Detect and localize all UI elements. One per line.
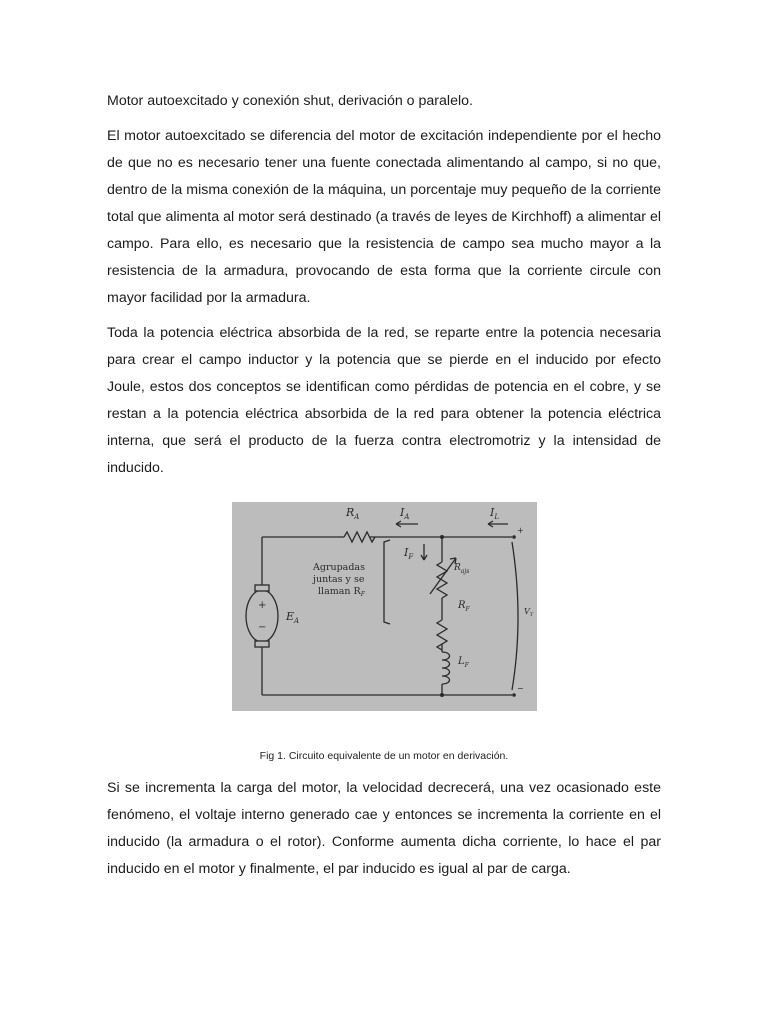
group-label-line2: juntas y se <box>313 574 365 585</box>
paragraph-2: Toda la potencia eléctrica absorbida de la red, se reparte entre la potencia necesaria para crear el campo inductor y la potencia que se pierde en el inducido por efecto Joule, estos dos conceptos se identifican como pérdidas de potencia en el cobre, y se restan a la potencia eléctrica absorbida de la red para obtener la potencia eléctrica interna, que será el producto de la fuerza contra electromotriz y la intensidad de inducido. <box>107 325 661 476</box>
adjustable-resistor <box>437 562 447 598</box>
brush-top <box>255 585 269 591</box>
shunt-motor-circuit-diagram <box>232 502 537 711</box>
ia-arrow <box>396 521 418 527</box>
paragraph-1: El motor autoexcitado se diferencia del motor de excitación independiente por el hecho de que no es necesario tener una fuente conectada alimentando al campo, si no que, dentro de la misma conexión de la máquina, un porcentaje muy pequeño de la corriente total que alimenta al motor será destinado (a través de leyes de Kirchhoff) a alimentar el campo. Para ello, es necesario que la resistencia de campo sea mucho mayor a la resistencia de la armadura, provocando de esta forma que la corriente circule con mayor facilidad por la armadura. <box>107 128 661 306</box>
group-label-line1: Agrupadas <box>313 562 365 573</box>
node-top <box>440 535 444 539</box>
field-inductor <box>442 652 450 684</box>
terminal-bottom <box>512 693 516 697</box>
group-label-line3: llaman $R_F$ <box>318 586 365 598</box>
source-plus: + <box>258 600 267 611</box>
terminal-minus: − <box>517 684 524 693</box>
terminal-voltage-line <box>512 542 518 690</box>
circuit-figure <box>232 502 537 711</box>
figure-caption: Fig 1. Circuito equivalente de un motor en derivación. <box>259 750 509 762</box>
adjustable-arrow-line <box>430 558 456 594</box>
il-label: $I_L$ <box>490 506 500 521</box>
brush-bottom <box>255 641 269 647</box>
lf-label: $L_F$ <box>458 656 469 669</box>
document-title: Motor autoexcitado y conexión shut, derivación o paralelo. <box>107 93 473 109</box>
node-bottom <box>440 693 444 697</box>
rf-label: $R_F$ <box>458 600 470 613</box>
source-minus: − <box>258 622 267 633</box>
group-bracket <box>384 540 390 624</box>
paragraph-3: Si se incrementa la carga del motor, la velocidad decrecerá, una vez ocasionado este fenómeno, el voltaje interno generado cae y entonces se incrementa la corriente en el inducido (la armadura o el rotor). Conforme aumenta dicha corriente, lo hace el par inducido en el motor y finalmente, el par inducido es igual al par de carga. <box>107 780 661 877</box>
rajs-label: $R_{ajs}$ <box>454 563 470 575</box>
ea-label: $E_A$ <box>286 610 300 625</box>
ra-label: $R_A$ <box>346 506 360 521</box>
vt-label: $V_T$ <box>524 607 534 618</box>
terminal-top <box>512 535 516 539</box>
il-arrow <box>488 521 508 527</box>
ia-label: $I_A$ <box>400 506 410 521</box>
if-label: $I_F$ <box>404 546 414 561</box>
armature-source <box>246 590 278 642</box>
terminal-plus: + <box>517 526 524 535</box>
if-arrow <box>421 544 427 560</box>
